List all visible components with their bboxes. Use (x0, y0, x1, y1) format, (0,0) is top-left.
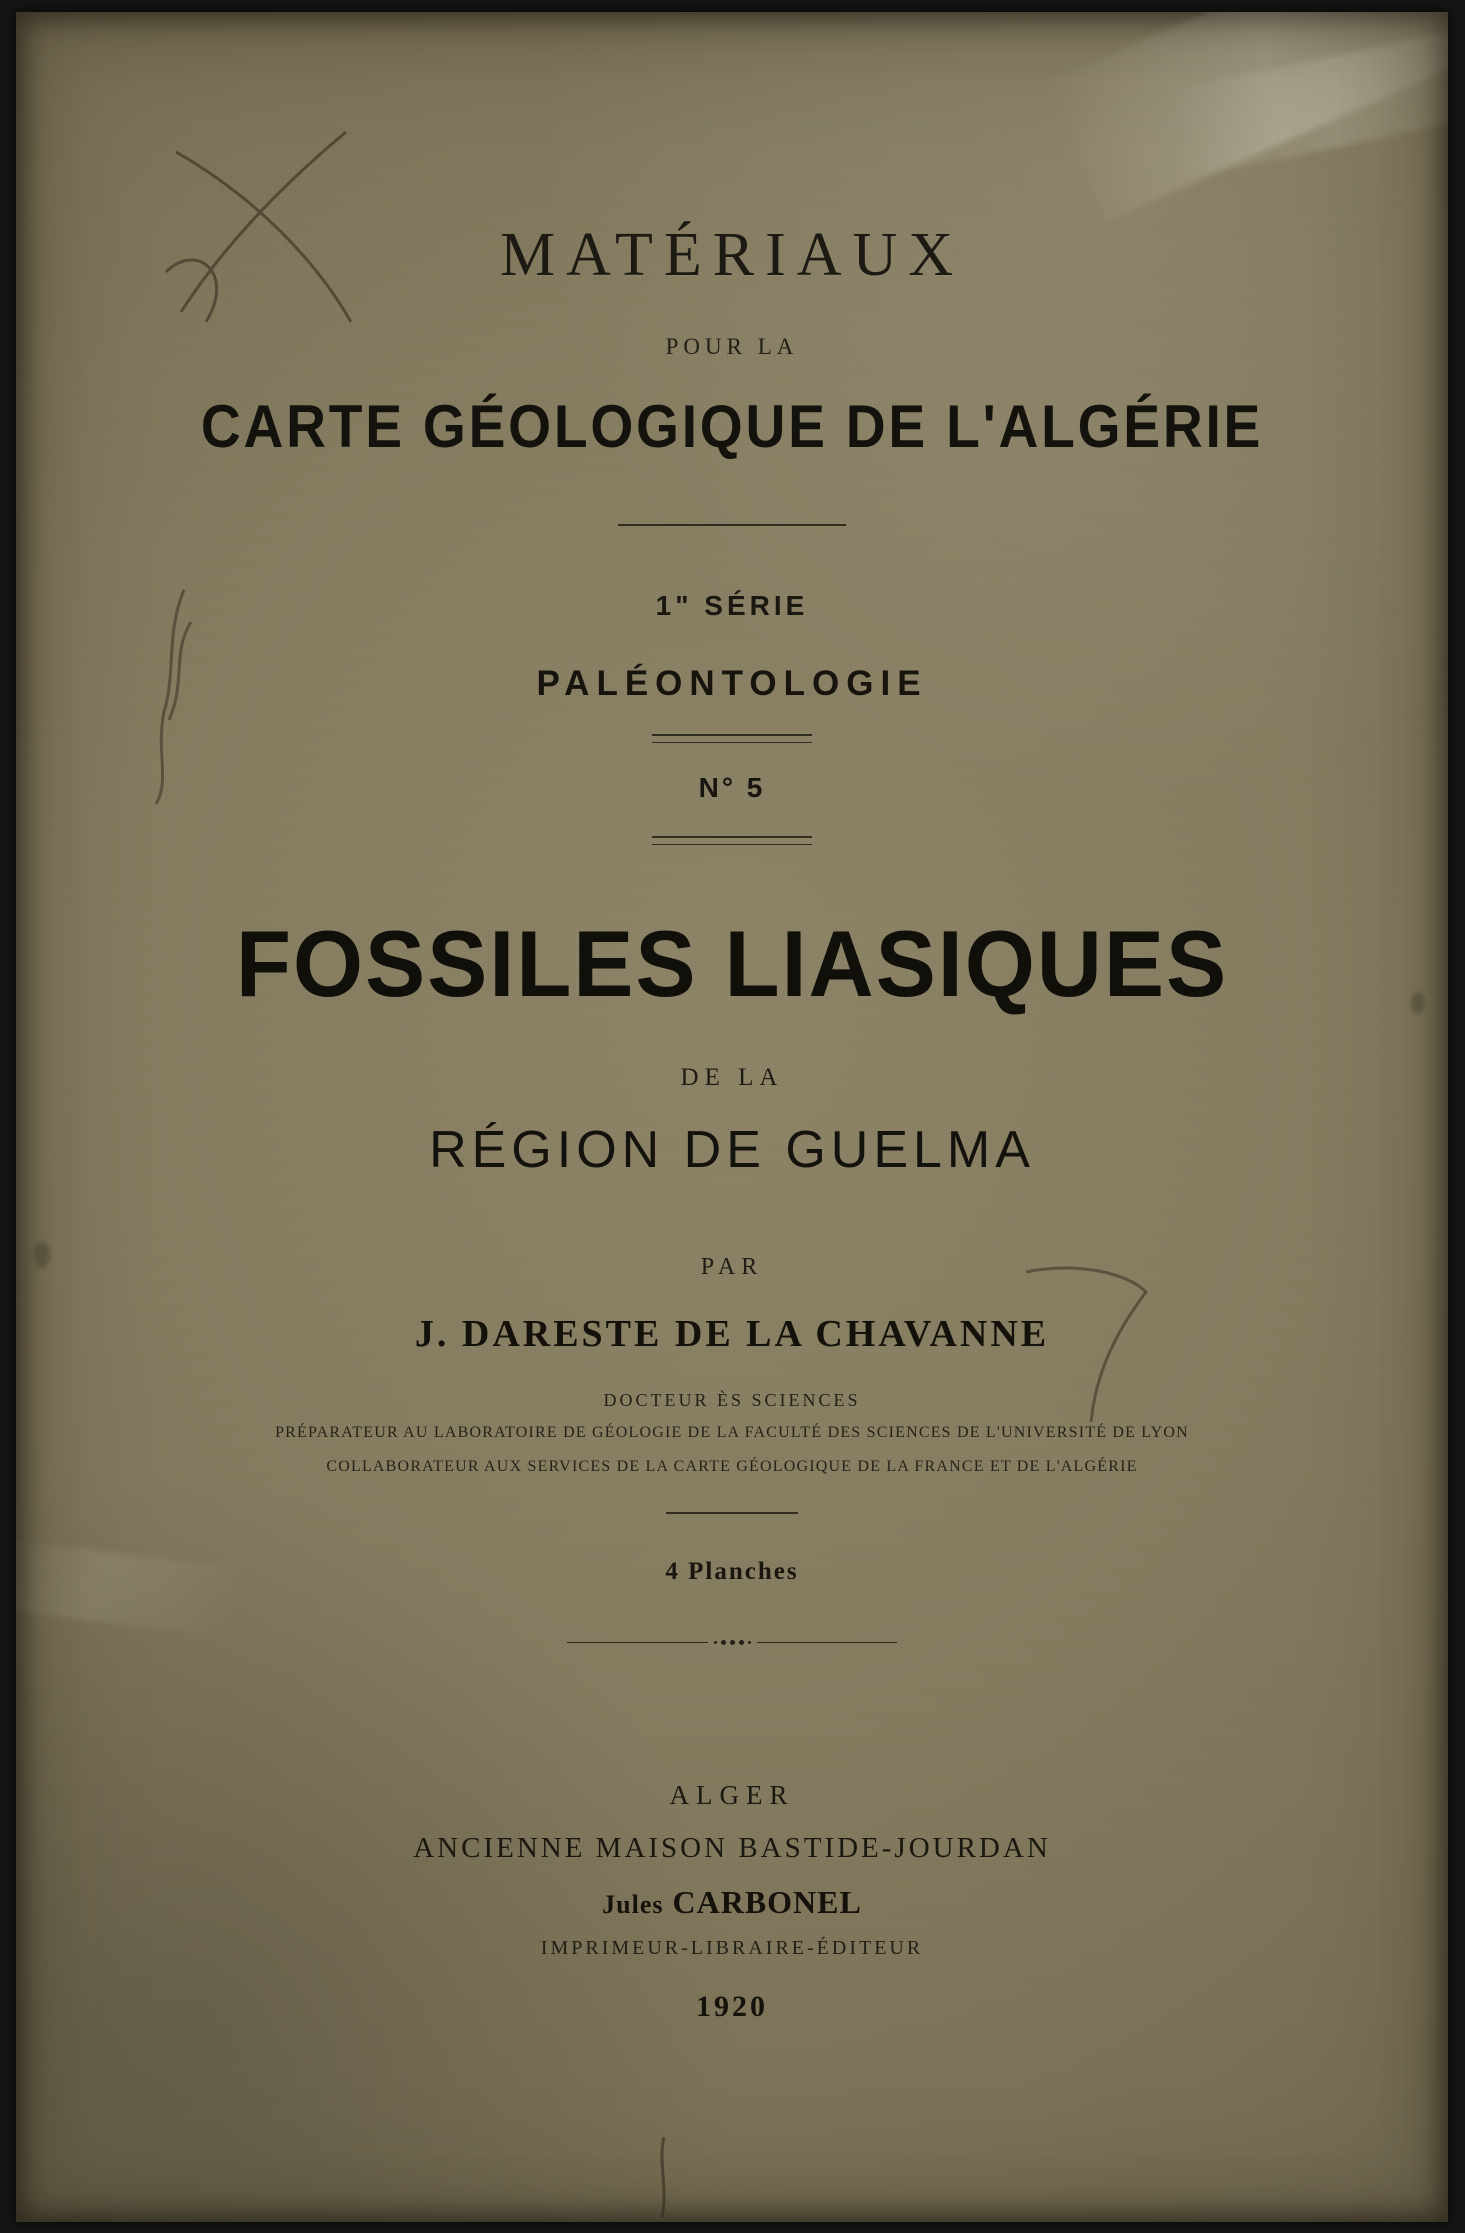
plates-note: 4 Planches (665, 1558, 799, 1585)
divider-rule (652, 844, 812, 845)
ornament-divider (567, 1634, 897, 1650)
divider-rule (652, 734, 812, 736)
series-title: MATÉRIAUX (499, 221, 965, 289)
ornament-dots (714, 1640, 751, 1645)
imprint-publisher-last: CARBONEL (672, 1884, 862, 1920)
imprint-publisher (16, 1884, 1448, 1921)
author-affiliation-secondary: COLLABORATEUR AUX SERVICES DE LA CARTE GÉOLOGIQUE DE LA FRANCE ET DE L'ALGÉRIE (326, 1458, 1138, 1475)
document-title: FOSSILES LIASIQUES (235, 911, 1229, 1016)
ornament-line-left (567, 1642, 708, 1643)
imprint-role: IMPRIMEUR-LIBRAIRE-ÉDITEUR (540, 1937, 924, 1959)
imprint-publisher-first: Jules (602, 1890, 664, 1919)
author-name: J. DARESTE DE LA CHAVANNE (414, 1313, 1050, 1355)
pour-la-label: POUR LA (665, 334, 799, 359)
divider-rule (618, 524, 846, 526)
cover-text-block (16, 12, 1448, 2222)
author-degree: DOCTEUR ÈS SCIENCES (603, 1390, 861, 1410)
issue-number: N° 5 (698, 772, 766, 803)
by-label: PAR (700, 1254, 764, 1280)
divider-rule (652, 742, 812, 743)
imprint-city: ALGER (669, 1780, 795, 1810)
ornament-line-right (757, 1642, 898, 1643)
divider-rule (666, 1512, 798, 1514)
book-cover (16, 12, 1448, 2222)
main-series-title: CARTE GÉOLOGIQUE DE L'ALGÉRIE (200, 393, 1264, 460)
divider-rule (652, 836, 812, 838)
imprint-year: 1920 (696, 1990, 768, 2023)
imprint-house: ANCIENNE MAISON BASTIDE-JOURDAN (413, 1832, 1051, 1864)
title-region: RÉGION DE GUELMA (429, 1121, 1035, 1179)
author-affiliation-primary: PRÉPARATEUR AU LABORATOIRE DE GÉOLOGIE DE LA FACULTÉ DES SCIENCES DE L'UNIVERSITÉ DE LYON (275, 1424, 1189, 1441)
section-label: PALÉONTOLOGIE (536, 664, 928, 703)
series-number-label: 1" SÉRIE (655, 590, 809, 621)
title-connector: DE LA (680, 1064, 784, 1091)
